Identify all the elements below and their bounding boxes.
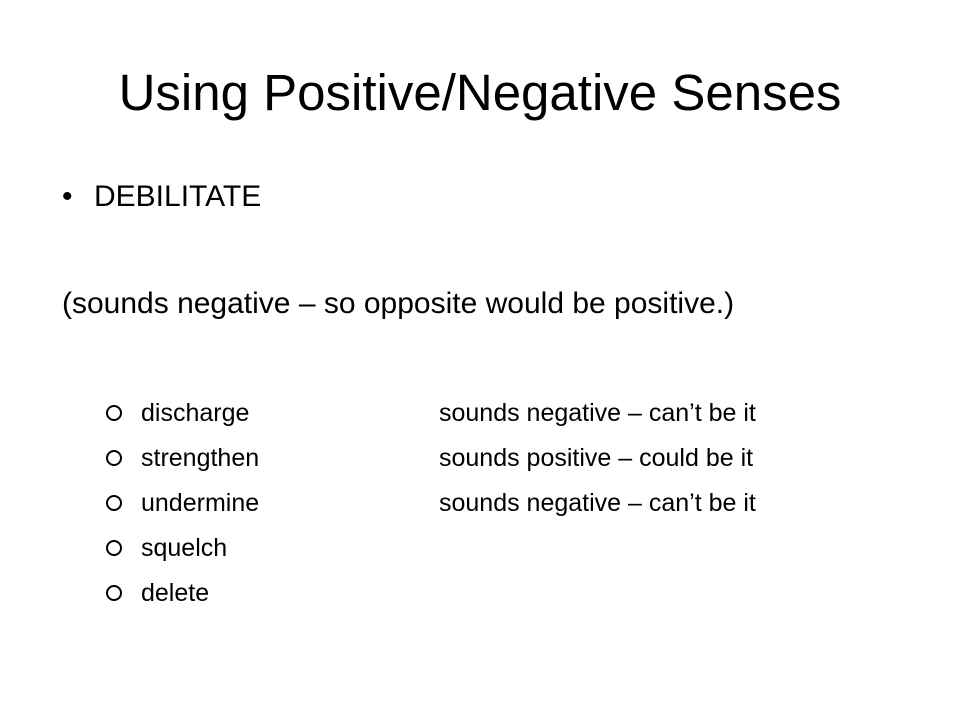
sense-note: (sounds negative – so opposite would be positive.) <box>62 287 735 320</box>
option-strengthen[interactable] <box>106 435 906 480</box>
option-comment: sounds negative – can’t be it <box>439 398 756 427</box>
radio-circle-icon[interactable] <box>106 405 122 421</box>
bullet-dot-icon: • <box>62 180 73 213</box>
option-comment: sounds negative – can’t be it <box>439 488 756 517</box>
option-comment: sounds positive – could be it <box>439 443 754 472</box>
radio-circle-icon[interactable] <box>106 450 122 466</box>
radio-circle-icon[interactable] <box>106 585 122 601</box>
option-undermine[interactable] <box>106 480 906 525</box>
slide-title: Using Positive/Negative Senses <box>118 64 842 121</box>
option-word: delete <box>141 578 210 607</box>
answer-options <box>106 390 906 615</box>
main-bullet <box>62 176 261 218</box>
option-word: squelch <box>141 533 228 562</box>
option-discharge[interactable] <box>106 390 906 435</box>
target-word: DEBILITATE <box>94 180 262 213</box>
option-squelch[interactable] <box>106 525 906 570</box>
radio-circle-icon[interactable] <box>106 495 122 511</box>
option-word: undermine <box>141 488 260 517</box>
option-word: discharge <box>141 398 250 427</box>
radio-circle-icon[interactable] <box>106 540 122 556</box>
option-delete[interactable] <box>106 570 906 615</box>
option-word: strengthen <box>141 443 260 472</box>
